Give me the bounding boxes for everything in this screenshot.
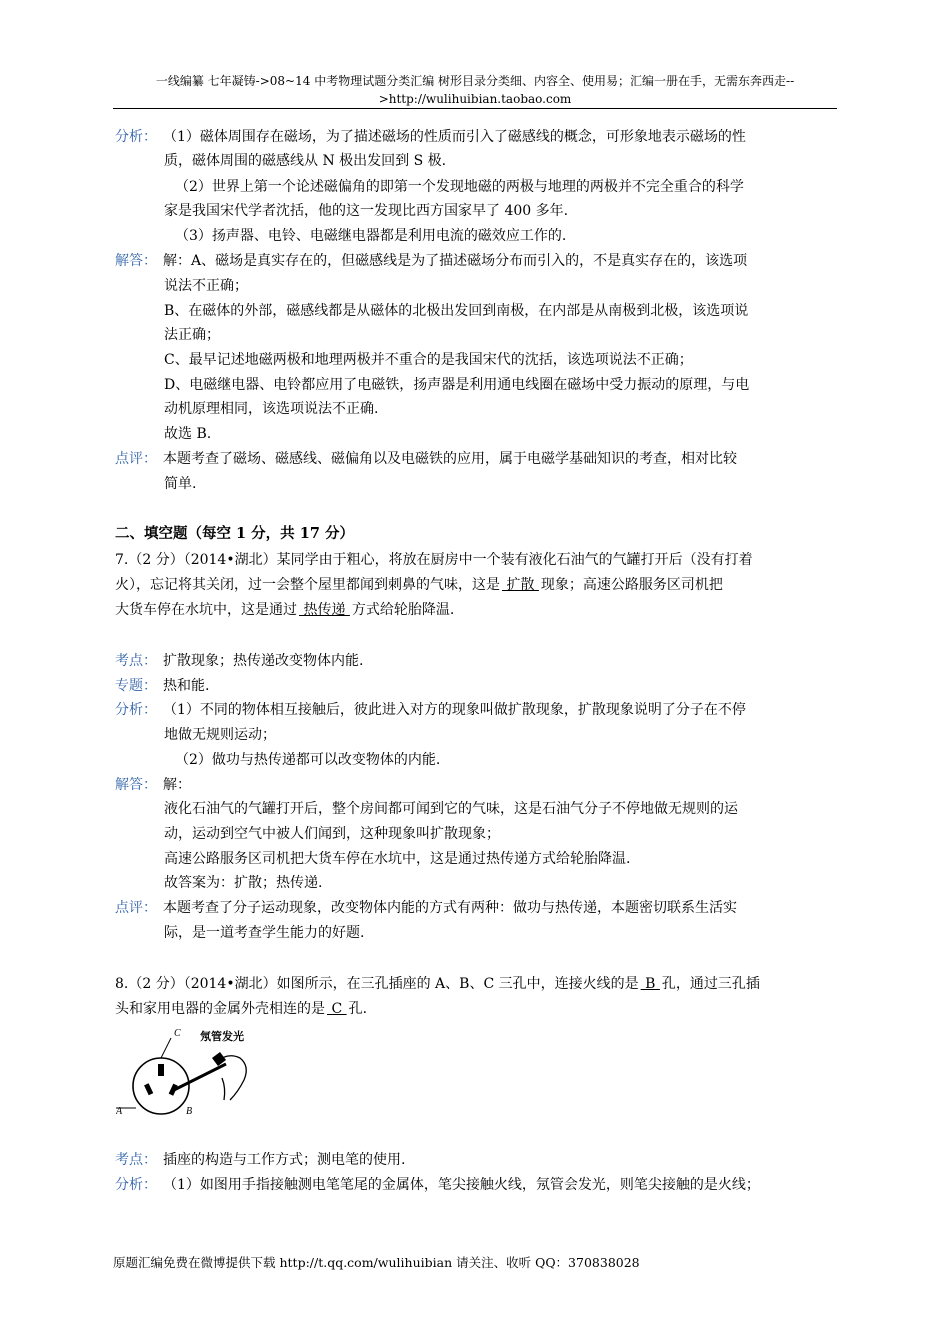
kaodian-label: 考点： [115,653,157,669]
q6-answer-6: D、电磁继电器、电铃都应用了电磁铁，扬声器是利用通电线圈在磁场中受力振动的原理，与电 [164,377,750,393]
q8-stem-1b: 孔，通过三孔插 [661,976,760,992]
q6-answer-7: 动机原理相同，该选项说法不正确. [164,401,379,417]
q8-analysis-1: （1）如图用手指接触测电笔笔尾的金属体，笔尖接触火线，氖管会发光，则笔尖接触的是火线； [163,1177,760,1193]
analysis-label: 分析： [115,702,157,718]
q8-blank-2: C [327,1001,347,1017]
q7-analysis-1a: （1）不同的物体相互接触后，彼此进入对方的现象叫做扩散现象，扩散现象说明了分子在不停 [163,702,746,718]
q7-analysis-2: （2）做功与热传递都可以改变物体的内能. [175,752,441,768]
header-divider [113,108,837,109]
q7-kaodian: 扩散现象；热传递改变物体内能. [163,653,364,669]
q7-stem-1: 7.（2 分）（2014•湖北）某同学由于粗心，将放在厨房中一个装有液化石油气的气罐打开后（没有打着 [115,552,753,568]
q8-kaodian-row [115,1149,837,1171]
q8-blank-1: B [640,976,660,992]
q7-analysis-1b: 地做无规则运动； [164,727,276,743]
q6-answer-8: 故选 B. [164,426,212,442]
q8-stem-1 [115,972,837,996]
q7-zhuanti-row [115,675,837,697]
q7-stem-2 [115,573,837,597]
q7-answer-1: 液化石油气的气罐打开后，整个房间都可闻到它的气味，这是石油气分子不停地做无规则的运 [164,801,738,817]
q7-answer-row [115,774,837,796]
q8-kaodian: 插座的构造与工作方式；测电笔的使用. [163,1152,406,1168]
answer-label: 解答： [115,777,157,793]
section-title: 二、填空题（每空 1 分，共 17 分） [115,525,354,542]
fig-caption: 氖管发光 [200,1030,244,1043]
q6-comment-1: 本题考查了磁场、磁感线、磁偏角以及电磁铁的应用，属于电磁学基础知识的考查，相对比较 [163,451,737,467]
q6-answer-3: B、在磁体的外部，磁感线都是从磁体的北极出发回到南极，在内部是从南极到北极，该选项说 [164,303,749,319]
q7-blank-2: 热传递 [299,602,350,618]
q6-analysis-2b: 家是我国宋代学者沈括，他的这一发现比西方国家早了 400 多年. [164,203,569,219]
q8-stem-1a: 8.（2 分）（2014•湖北）如图所示，在三孔插座的 A、B、C 三孔中，连接火线的是 [115,976,639,992]
header-line-1: 一线编纂 七年凝铸->08~14 中考物理试题分类汇编 树形目录分类细、内容全、使用易；汇编一册在手，无需东奔西走-- [155,74,795,88]
q8-stem-2b: 孔. [348,1001,368,1017]
q8-analysis-row [115,1174,837,1196]
q7-zhuanti: 热和能. [163,678,210,694]
analysis-label: 分析： [115,129,157,145]
q7-analysis-row [115,699,837,721]
q7-stem-3b: 方式给轮胎降温. [351,602,455,618]
q6-answer-4: 法正确； [164,327,220,343]
q7-answer-4: 故答案为：扩散；热传递. [164,875,323,891]
fig-label-b: B [186,1106,193,1117]
q6-analysis-row [115,126,837,148]
kaodian-label: 考点： [115,1152,157,1168]
comment-label: 点评： [115,900,157,916]
q6-analysis-3: （3）扬声器、电铃、电磁继电器都是利用电流的磁效应工作的. [175,228,567,244]
q7-comment-row [115,897,837,919]
q6-analysis-1b: 质，磁体周围的磁感线从 N 极出发回到 S 极. [164,153,447,169]
q7-stem-3a: 大货车停在水坑中，这是通过 [115,602,297,618]
leader-c [161,1038,171,1058]
header-line-2: >http://wulihuibian.taobao.com [378,92,572,106]
socket-figure [116,1026,262,1118]
q6-answer-row [115,250,837,272]
q7-kaodian-row [115,650,837,672]
fig-label-a: A [116,1106,123,1117]
fig-label-c: C [174,1028,181,1039]
q7-answer-2: 动，运动到空气中被人们闻到，这种现象叫扩散现象； [164,826,500,842]
q7-stem-3 [115,598,837,622]
answer-label: 解答： [115,253,157,269]
zhuanti-label: 专题： [115,678,157,694]
page-footer: 原题汇编免费在微博提供下载 http://t.qq.com/wulihuibian 请关注、收听 QQ：370838028 [113,1255,640,1270]
socket-hole-c [158,1064,164,1076]
analysis-label: 分析： [115,1177,157,1193]
q7-stem-2a: 火），忘记将其关闭，过一会整个屋里都闻到刺鼻的气味，这是 [115,577,500,593]
q6-comment-2: 简单. [164,476,197,492]
q7-blank-1: 扩散 [502,577,539,593]
q7-comment-2: 际，是一道考查学生能力的好题. [164,925,365,941]
comment-label: 点评： [115,451,157,467]
q6-answer-1: 解：A、磁场是真实存在的，但磁感线是为了描述磁场分布而引入的，不是真实存在的，该选项 [163,253,748,269]
q7-answer-3: 高速公路服务区司机把大货车停在水坑中，这是通过热传递方式给轮胎降温. [164,851,631,867]
socket-hole-a [144,1083,153,1095]
q6-answer-5: C、最早记述地磁两极和地理两极并不重合的是我国宋代的沈括，该选项说法不正确； [164,352,693,368]
q7-comment-1: 本题考查了分子运动现象，改变物体内能的方式有两种：做功与热传递，本题密切联系生活实 [163,900,737,916]
page-header [113,72,837,108]
q6-analysis-1a: （1）磁体周围存在磁场，为了描述磁场的性质而引入了磁感线的概念，可形象地表示磁场的性 [163,129,746,145]
q8-stem-2a: 头和家用电器的金属外壳相连的是 [115,1001,325,1017]
q6-analysis-2a: （2）世界上第一个论述磁偏角的即第一个发现地磁的两极与地理的两极并不完全重合的科学 [175,179,744,195]
q7-stem-2b: 现象；高速公路服务区司机把 [540,577,723,593]
q6-answer-2: 说法不正确； [164,278,248,294]
q7-answer-0: 解： [163,777,191,793]
q6-comment-row [115,448,837,470]
q8-stem-2 [115,997,837,1021]
